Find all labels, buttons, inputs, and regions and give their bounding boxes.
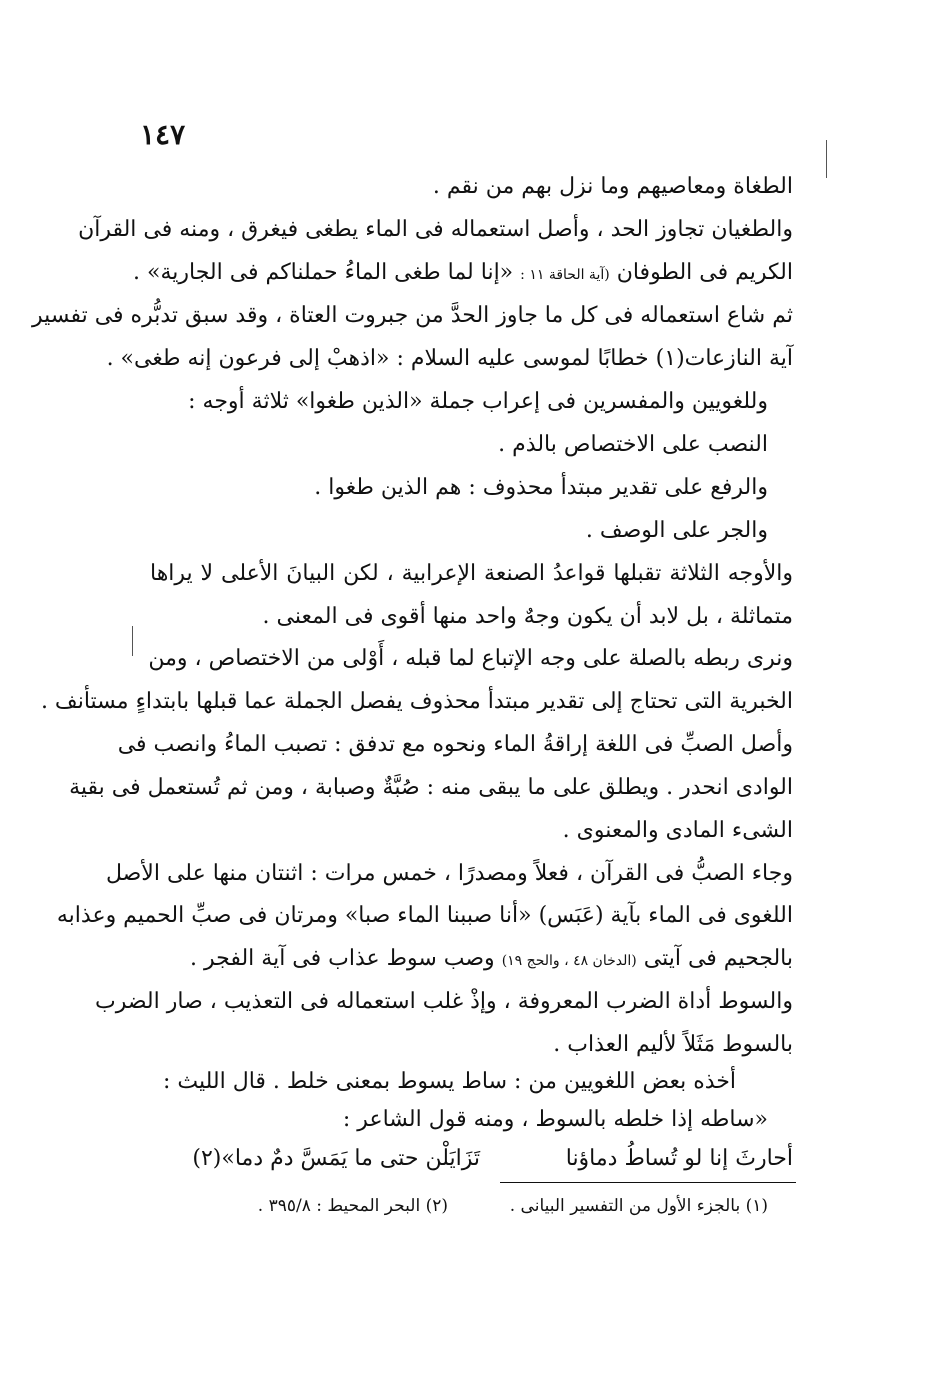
text-line: والأوجه الثلاثة تقبلها قواعدُ الصنعة الإعرابية ، لكن البيانَ الأعلى لا يراها	[150, 561, 793, 586]
text-line: والرفع على تقدير مبتدأ محذوف : هم الذين طغوا .	[314, 475, 768, 500]
text-line: النصب على الاختصاص بالذم .	[498, 432, 768, 457]
scan-mark	[826, 140, 827, 178]
text-line: والسوط أداة الضرب المعروفة ، وإذْ غلب استعماله فى التعذيب ، صار الضرب	[95, 989, 793, 1014]
page-number: ١٤٧	[140, 118, 186, 151]
text-line: وأصل الصبِّ فى اللغة إراقةُ الماء ونحوه مع تدفق : تصبب الماءُ وانصب فى	[117, 732, 793, 757]
text-line: ونرى ربطه بالصلة على وجه الإتباع لما قبله ، أَوْلى من الاختصاص ، ومن	[148, 646, 793, 671]
footnote-1: (١) بالجزء الأول من التفسير البيانى .	[509, 1196, 768, 1216]
text-line: والجر على الوصف .	[585, 518, 768, 543]
text-line: اللغوى فى الماء بآية (عَبَس) «أنا صببنا الماء صبا» ومرتان فى صبِّ الحميم وعذابه	[56, 903, 793, 928]
verse-reference: (آية الحاقة ١١ :	[520, 267, 610, 283]
text-line: الشىء المادى والمعنوى .	[562, 818, 793, 843]
text-line: «ساطه إذا خلطه بالسوط ، ومنه قول الشاعر :	[342, 1107, 768, 1132]
quranic-quote: «إنا لما طغى الماءُ حملناكم فى الجارية» .	[133, 260, 514, 285]
text-line: وجاء الصبُّ فى القرآن ، فعلاً ومصدرًا ، خمس مرات : اثنتان منها على الأصل	[105, 861, 793, 886]
text-line: الوادى انحدر . ويطلق على ما يبقى منه : صُبَّةٌ وصبابة ، ومن ثم تُستعمل فى بقية	[69, 775, 793, 800]
verse-reference: (الدخان ٤٨ ، والحج ١٩)	[501, 953, 637, 969]
text-line: الطغاة ومعاصيهم وما نزل بهم من نقم .	[432, 174, 793, 199]
text-line: متماثلة ، بل لابد أن يكون وجهٌ واحد منها أقوى فى المعنى .	[262, 604, 793, 629]
text-line: بالسوط مَثَلاً لأليم العذاب .	[553, 1032, 793, 1057]
poem-hemistich-1: أحارثَ إنا لو تُساطُ دماؤنا	[565, 1146, 793, 1171]
scan-mark	[132, 626, 133, 656]
text-line: والطغيان تجاوز الحد ، وأصل استعماله فى الماء يطغى فيغرق ، ومنه فى القرآن	[78, 217, 793, 242]
text-line	[190, 946, 793, 971]
text-line: ثم شاع استعماله فى كل ما جاوز الحدَّ من جبروت العتاة ، وقد سبق تدبُّره فى تفسير	[32, 303, 793, 328]
footnote-separator	[500, 1182, 796, 1183]
poem-hemistich-2: تَزَايَلْن حتى ما يَمَسَّ دمٌ دما»(٢)	[192, 1146, 480, 1171]
text-line: وللغويين والمفسرين فى إعراب جملة «الذين طغوا» ثلاثة أوجه :	[188, 389, 768, 414]
text-line: الخبرية التى تحتاج إلى تقدير مبتدأ محذوف يفصل الجملة عما قبلها بابتداءٍ مستأنف .	[40, 689, 793, 714]
text-fragment: بالجحيم فى آيتى	[643, 946, 793, 971]
text-line	[133, 260, 793, 285]
footnote-2: (٢) البحر المحيط : ٣٩٥/٨ .	[257, 1196, 448, 1216]
text-line: آية النازعات(١) خطابًا لموسى عليه السلام : «اذهبْ إلى فرعون إنه طغى» .	[106, 346, 793, 371]
text-fragment: الكريم فى الطوفان	[616, 260, 793, 285]
text-line: أخذه بعض اللغويين من : ساط يسوط بمعنى خلط . قال الليث :	[162, 1069, 736, 1094]
text-fragment: وصب سوط عذاب فى آية الفجر .	[190, 946, 495, 971]
